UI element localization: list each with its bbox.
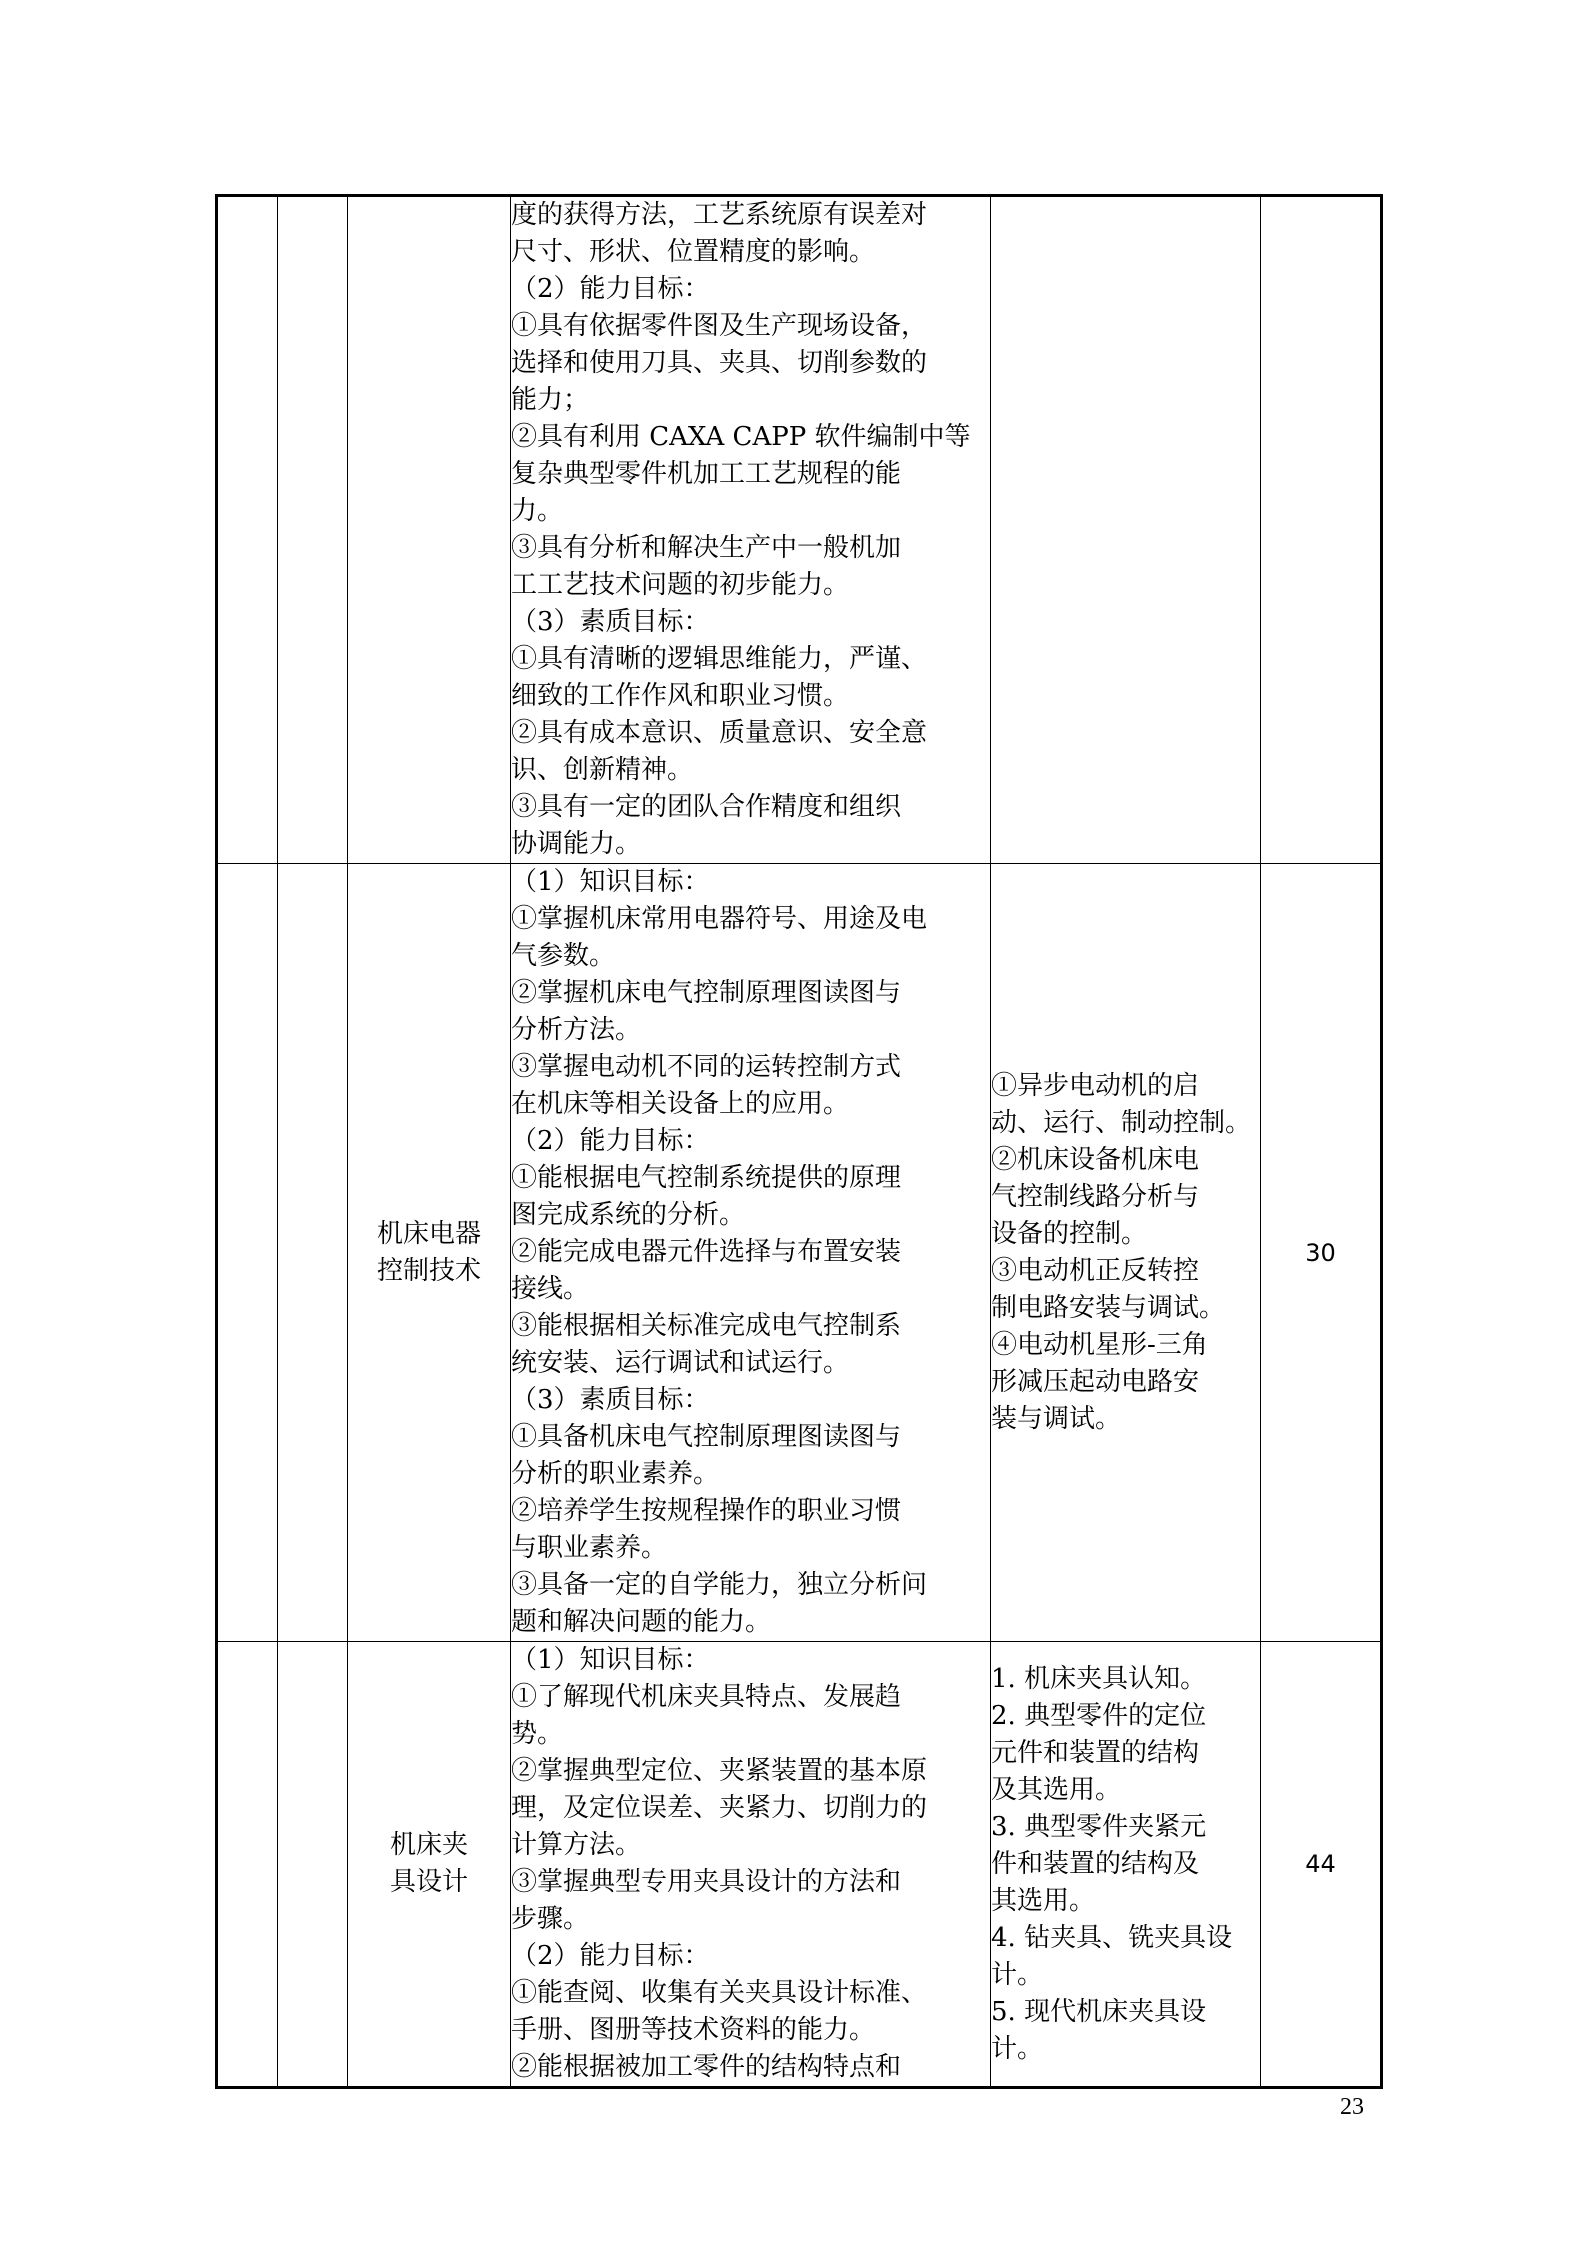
content-line: 设备的控制。	[991, 1218, 1148, 1249]
goal-line: （3）素质目标：	[511, 607, 710, 637]
goal-line: ①能查阅、收集有关夹具设计标准、	[511, 1978, 928, 2008]
goal-line: 题和解决问题的能力。	[511, 1607, 772, 1637]
goal-line: ②培养学生按规程操作的职业习惯	[511, 1496, 902, 1526]
content-line: 计。	[991, 1959, 1044, 1990]
goal-line: （3）素质目标：	[511, 1385, 710, 1415]
content-line: 气控制线路分析与	[991, 1181, 1200, 1212]
goal-line: 分析的职业素养。	[511, 1459, 720, 1489]
goal-line: 手册、图册等技术资料的能力。	[511, 2015, 876, 2045]
goal-line: ②掌握典型定位、夹紧装置的基本原	[511, 1756, 928, 1786]
goal-line: 理，及定位误差、夹紧力、切削力的	[511, 1793, 928, 1823]
goal-line: 势。	[511, 1719, 564, 1749]
course-name-cell	[348, 196, 511, 864]
goal-line: 在机床等相关设备上的应用。	[511, 1089, 850, 1119]
goal-line: 力。	[511, 496, 564, 526]
content-line: 及其选用。	[991, 1774, 1122, 1805]
goal-line: ①具备机床电气控制原理图读图与	[511, 1422, 902, 1452]
content-line: 计。	[991, 2033, 1044, 2064]
content-line: ④电动机星形-三角	[991, 1329, 1208, 1360]
goal-line: （2）能力目标：	[511, 1941, 710, 1971]
course-name-cell	[348, 864, 511, 1642]
content-line: 2. 典型零件的定位	[991, 1700, 1207, 1731]
goal-line: ③掌握典型专用夹具设计的方法和	[511, 1867, 902, 1897]
goal-line: 工工艺技术问题的初步能力。	[511, 570, 850, 600]
goal-line: 复杂典型零件机加工工艺规程的能	[511, 459, 902, 489]
course-name-line: 机床夹	[389, 1830, 468, 1860]
goals-cell	[511, 864, 991, 1642]
content-line: 元件和装置的结构	[991, 1737, 1200, 1768]
course-name-line: 控制技术	[376, 1255, 481, 1286]
course-name-line: 机床电器	[376, 1218, 481, 1249]
goal-line: ①掌握机床常用电器符号、用途及电	[511, 904, 928, 934]
content-line: ①异步电动机的启	[991, 1070, 1200, 1101]
category-cell	[217, 196, 278, 864]
content-line: 形减压起动电路安	[991, 1366, 1200, 1397]
index-cell	[278, 196, 348, 864]
index-cell	[278, 1642, 348, 2088]
course-name-cell	[348, 1642, 511, 2088]
content-line: 4. 钻夹具、铣夹具设	[991, 1922, 1233, 1953]
goal-line: ③具有分析和解决生产中一般机加	[511, 533, 902, 563]
goal-line: 图完成系统的分析。	[511, 1200, 746, 1230]
goal-line: ②能完成电器元件选择与布置安装	[511, 1237, 902, 1267]
goal-line: 能力；	[511, 385, 590, 415]
goal-line: 细致的工作作风和职业习惯。	[511, 681, 850, 711]
content-cell	[991, 864, 1261, 1642]
goal-line: ①了解现代机床夹具特点、发展趋	[511, 1682, 902, 1712]
goal-line: ①能根据电气控制系统提供的原理	[511, 1163, 902, 1193]
goals-cell	[511, 1642, 991, 2088]
goal-line: ③能根据相关标准完成电气控制系	[511, 1311, 902, 1341]
content-line: 1. 机床夹具认知。	[991, 1663, 1207, 1694]
content-line: 装与调试。	[991, 1403, 1122, 1434]
goal-line: ②具有成本意识、质量意识、安全意	[511, 718, 928, 748]
goal-line: （2）能力目标：	[511, 1126, 710, 1156]
goal-line: 协调能力。	[511, 829, 642, 859]
content-line: 5. 现代机床夹具设	[991, 1996, 1207, 2027]
goal-line: 接线。	[511, 1274, 590, 1304]
content-line: ③电动机正反转控	[991, 1255, 1200, 1286]
content-line: 动、运行、制动控制。	[991, 1107, 1252, 1138]
content-cell	[991, 196, 1261, 864]
goal-line: ②能根据被加工零件的结构特点和	[511, 2052, 902, 2082]
content-line: 其选用。	[991, 1885, 1096, 1916]
goal-line: 与职业素养。	[511, 1533, 668, 1563]
table-body	[217, 196, 1382, 2088]
goal-line: 气参数。	[511, 941, 616, 971]
goals-cell	[511, 196, 991, 864]
goal-line: 度的获得方法，工艺系统原有误差对	[511, 200, 928, 230]
table-row	[217, 864, 1382, 1642]
goal-line: （2）能力目标：	[511, 274, 710, 304]
page-number: 23	[1340, 2094, 1364, 2120]
category-cell	[217, 864, 278, 1642]
course-name-line: 具设计	[389, 1867, 468, 1897]
goal-line: 步骤。	[511, 1904, 590, 1934]
goal-line: ③具备一定的自学能力，独立分析问	[511, 1570, 928, 1600]
table-row	[217, 1642, 1382, 2088]
hours-cell: 30	[1261, 864, 1382, 1642]
goal-line: 统安装、运行调试和试运行。	[511, 1348, 850, 1378]
content-line: 3. 典型零件夹紧元	[991, 1811, 1207, 1842]
hours-cell: 44	[1261, 1642, 1382, 2088]
goal-line: 分析方法。	[511, 1015, 642, 1045]
goal-line: 尺寸、形状、位置精度的影响。	[511, 237, 876, 267]
goal-line: ①具有清晰的逻辑思维能力，严谨、	[511, 644, 928, 674]
goal-line: （1）知识目标：	[511, 1645, 710, 1675]
category-cell	[217, 1642, 278, 2088]
goal-line: ②掌握机床电气控制原理图读图与	[511, 978, 902, 1008]
content-line: 件和装置的结构及	[991, 1848, 1200, 1879]
goal-line: 选择和使用刀具、夹具、切削参数的	[511, 348, 928, 378]
goal-line: ③具有一定的团队合作精度和组织	[511, 792, 902, 822]
goal-line: （1）知识目标：	[511, 867, 710, 897]
content-line: 制电路安装与调试。	[991, 1292, 1226, 1323]
table-row	[217, 196, 1382, 864]
content-cell	[991, 1642, 1261, 2088]
content-line: ②机床设备机床电	[991, 1144, 1200, 1175]
course-table	[215, 194, 1383, 2089]
hours-cell	[1261, 196, 1382, 864]
goal-line: ③掌握电动机不同的运转控制方式	[511, 1052, 902, 1082]
goal-line: ①具有依据零件图及生产现场设备，	[511, 311, 928, 341]
goal-line: 识、创新精神。	[511, 755, 694, 785]
goal-line: ②具有利用 CAXA CAPP 软件编制中等	[511, 422, 971, 452]
goal-line: 计算方法。	[511, 1830, 642, 1860]
index-cell	[278, 864, 348, 1642]
